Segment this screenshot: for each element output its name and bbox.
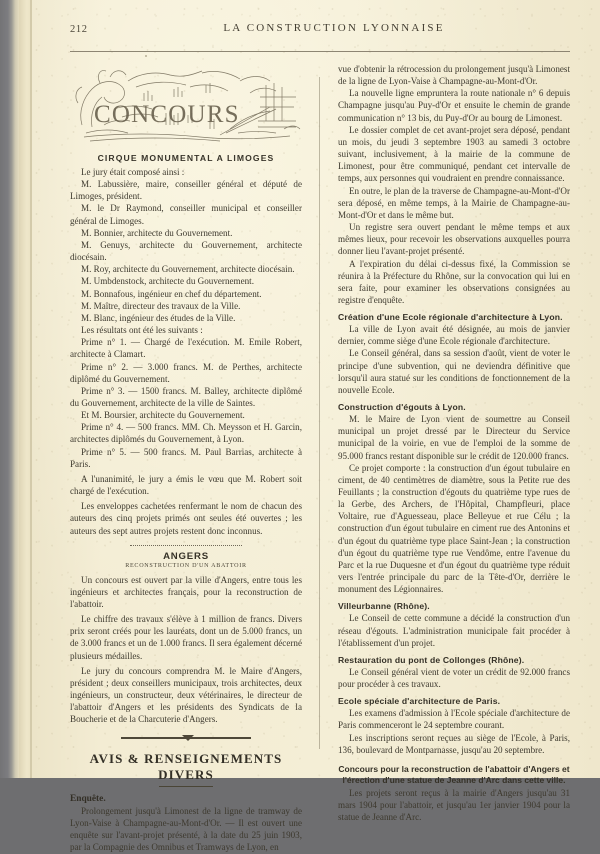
enquete-continuation: En outre, le plan de la traverse de Champagne-au-Mont-d'Or sera déposé, en même temps, à la Mairie de Champagne-au-Mont-d'Or et dans le même but.	[338, 185, 570, 220]
jury-member: M. Genuys, architecte du Gouvernement, architecte diocésain.	[70, 239, 302, 263]
binding-gutter	[0, 0, 19, 778]
angers-paragraph: Le jury du concours comprendra M. le Maire d'Angers, président ; deux conseillers municipaux, trois architectes, deux ingénieurs, un constructeur, deux vétérinaires, le directeur de l'abattoir d'Angers et les présidents des Syndicats de la Boucherie et de la Charcuterie d'Angers.	[70, 665, 302, 725]
prize-entry: Prime n° 5. — 500 francs. M. Paul Barrias, architecte à Paris.	[70, 446, 302, 469]
running-head	[70, 22, 570, 44]
prize-entry: Et M. Boursier, architecte du Gouvernement.	[81, 410, 245, 421]
concours-masthead-illustration	[70, 63, 302, 149]
dotted-divider	[130, 545, 242, 546]
limoges-unanimity: A l'unanimité, le jury a émis le vœu que M. Robert soit chargé de l'exécution.	[70, 473, 302, 497]
prize-entry: Prime n° 4. — 500 francs. MM. Ch. Meysson et H. Garcin, architectes diplômés du Gouvernement, à Lyon.	[70, 422, 302, 445]
ecole-lyon-paragraph: La ville de Lyon avait été désignée, au mois de janvier dernier, comme siège d'une Ecole régionale d'architecture.	[338, 324, 570, 347]
heading-cirque-limoges: CIRQUE MONUMENTAL A LIMOGES	[97, 153, 275, 163]
egouts-paragraph: Ce projet comporte : la construction d'un égout tubulaire en ciment, de 40 centimètres de diamètre, sous la Petite rue des Feuillants ; la construction d'égouts du quatrième type rues de la Gerbe, des Archers, de l'Hôpital, Champfleuri, place Voltaire, rue d'Aguesseau, place Bellevue et rue Célu ; la construction d'un égout tubulaire en ciment rue des Antonins et d'un égout du quatrième type place Saint-Jean ; la construction d'un égout du quatrième type rue Vendôme, entre l'avenue du Parc et la rue Duquesne et d'un égout du quatrième type réduit vers l'entrée principale du parc de la Tête-d'Or, derrière le monument des Légionnaires.	[338, 462, 570, 595]
heading-angers: ANGERS	[163, 550, 209, 562]
heading-concours-abattoir-angers: Concours pour la reconstruction de l'abattoir d'Angers et l'érection d'une statue de Jeanne d'Arc dans cette ville.	[338, 763, 570, 785]
heading-villeurbanne: Villeurbanne (Rhône).	[338, 601, 430, 612]
subheading-enquete: Enquête.	[70, 793, 106, 804]
jury-member: M. Bonnier, architecte du Gouvernement.	[81, 227, 233, 238]
enquete-continuation: La nouvelle ligne empruntera la route nationale n° 6 depuis Champagne jusqu'au Puy-d'Or et ensuite le chemin de grande communication n° 13 bis, du Puy-d'Or au bourg de Limonest.	[338, 88, 570, 123]
enquete-continuation: Le dossier complet de cet avant-projet sera déposé, pendant un mois, du jeudi 3 septembre 1903 au samedi 3 octobre suivant, inclusivement, à la mairie de la commune de Limonest, pour être communiqué, pendant cet intervalle de temps, aux personnes qui voudraient en prendre connaissance.	[338, 124, 570, 184]
subheading-angers-abattoir: RECONSTRUCTION D'UN ABATTOIR	[125, 562, 247, 569]
heading-avis-renseignements: AVIS & RENSEIGNEMENTS DIVERS	[89, 750, 283, 782]
jury-member: M. Maître, directeur des travaux de la Ville.	[81, 300, 241, 311]
jury-member: M. Roy, architecte du Gouvernement, architecte diocésain.	[81, 264, 295, 275]
enquete-continuation: Un registre sera ouvert pendant le même temps et aux mêmes lieux, pour recevoir les observations auxquelles pourra donner lieu l'avant-projet présenté.	[338, 222, 570, 257]
limoges-envelopes: Les enveloppes cachetées renfermant le nom de chacun des auteurs des cinq projets primés ont seules été ouvertes ; les auteurs des sept autres projets restent donc inconnus.	[70, 501, 302, 536]
column-gap	[302, 63, 338, 854]
collonges-paragraph: Le Conseil général vient de voter un crédit de 92.000 francs pour procéder à ces travaux.	[338, 666, 570, 690]
right-column	[338, 63, 570, 854]
journal-title: LA CONSTRUCTION LYONNAISE	[223, 22, 445, 34]
limoges-results-intro: Les résultats ont été les suivants :	[81, 325, 203, 336]
ecole-paris-paragraph: Les examens d'admission à l'Ecole spéciale d'architecture de Paris commenceront le 24 septembre courant.	[338, 708, 570, 731]
left-column	[70, 63, 302, 854]
jury-member: M. Blanc, ingénieur des études de la Ville.	[81, 312, 236, 323]
triangle-divider	[121, 735, 251, 741]
jury-member: M. Labussière, maire, conseiller général et député de Limoges, président.	[70, 179, 302, 202]
prize-entry: Prime n° 3. — 1500 francs. M. Balley, architecte diplômé du Gouvernement, architecte de la ville de Saintes.	[70, 385, 302, 408]
abattoir-angers-paragraph: Les projets seront reçus à la mairie d'Angers jusqu'au 31 mars 1904 pour l'abattoir, et jusqu'au 1er janvier 1904 pour la statue de Jeanne d'Arc.	[338, 787, 570, 823]
page-number: 212	[70, 24, 88, 35]
angers-paragraph: Un concours est ouvert par la ville d'Angers, entre tous les ingénieurs et architectes français, pour la reconstruction de l'abattoir.	[70, 574, 302, 609]
enquete-continuation: A l'expiration du délai ci-dessus fixé, la Commission se réunira à la Préfecture du Rhône, sur la convocation qui lui en sera faite, pour examiner les observations consignées au registre d'enquête.	[338, 258, 570, 305]
jury-member: M. le Dr Raymond, conseiller municipal et conseiller général de Limoges.	[70, 203, 302, 226]
prize-entry: Prime n° 2. — 3.000 francs. M. de Perthes, architecte diplômé du Gouvernement.	[70, 361, 302, 384]
ecole-lyon-paragraph: Le Conseil général, dans sa session d'août, vient de voter le principe d'une subvention, qui ne deviendra définitive que lorsqu'il aura statué sur les conditions de fonctionnement de la nouvelle Ecole.	[338, 348, 570, 395]
enquete-lead-rest: — Il est ouvert une enquête sur l'avant-projet présenté, à la date du 25 juin 1903, par la Compagnie des Omnibus et Tramways de Lyon, en	[70, 818, 302, 853]
prize-entry: Prime n° 1. — Chargé de l'exécution. M. Emile Robert, architecte à Clamart.	[70, 337, 302, 360]
avis-underline-rule	[159, 786, 213, 787]
concours-title: CONCOURS	[94, 101, 240, 128]
header-rule	[70, 51, 570, 52]
page-content	[70, 22, 570, 854]
enquete-italic-title: Prolongement jusqu'à Limonest de la ligne de tramway de Lyon-Vaise à Champagne-au-Mont-d'Or.	[70, 805, 302, 829]
ecole-paris-paragraph: Les inscriptions seront reçues au siège de l'Ecole, à Paris, 136, boulevard de Montparnasse, jusqu'au 20 septembre.	[338, 732, 570, 755]
heading-construction-egouts-lyon: Construction d'égouts à Lyon.	[338, 402, 466, 413]
heading-ecole-regionale-lyon: Création d'une Ecole régionale d'architecture à Lyon.	[338, 312, 563, 323]
jury-member: M. Bonnafous, ingénieur en chef du département.	[81, 288, 262, 299]
heading-pont-collonges: Restauration du pont de Collonges (Rhône).	[338, 654, 525, 665]
page-surface	[32, 0, 600, 853]
jury-member: M. Umbdenstock, architecte du Gouvernement.	[81, 276, 254, 287]
enquete-continuation: vue d'obtenir la rétrocession du prolongement jusqu'à Limonest de la ligne de Lyon-Vaise à Champagne-au-Mont-d'Or.	[338, 64, 570, 87]
heading-ecole-speciale-paris: Ecole spéciale d'architecture de Paris.	[338, 696, 501, 707]
triangle-ornament-icon	[182, 735, 194, 741]
two-column-body	[70, 63, 570, 854]
angers-paragraph: Le chiffre des travaux s'élève à 1 million de francs. Divers prix seront créés pour les lauréats, dont un de 5.000 francs, un de 3.000 francs et un de 1.000 francs. Il sera également décerné plusieurs médailles.	[70, 614, 302, 661]
column-divider-rule	[319, 77, 320, 749]
enquete-lead	[70, 805, 302, 854]
egouts-paragraph: M. le Maire de Lyon vient de soumettre au Conseil municipal un projet dressé par le Directeur du Service municipal de la voirie, en vue de l'emploi de la somme de 95.000 francs restant disponible sur le crédit de 120.000 francs.	[338, 414, 570, 461]
limoges-intro: Le jury était composé ainsi :	[81, 167, 185, 177]
villeurbanne-paragraph: Le Conseil de cette commune a décidé la construction d'un réseau d'égouts. L'administration municipale fait procéder à l'établissement d'un projet.	[338, 613, 570, 648]
